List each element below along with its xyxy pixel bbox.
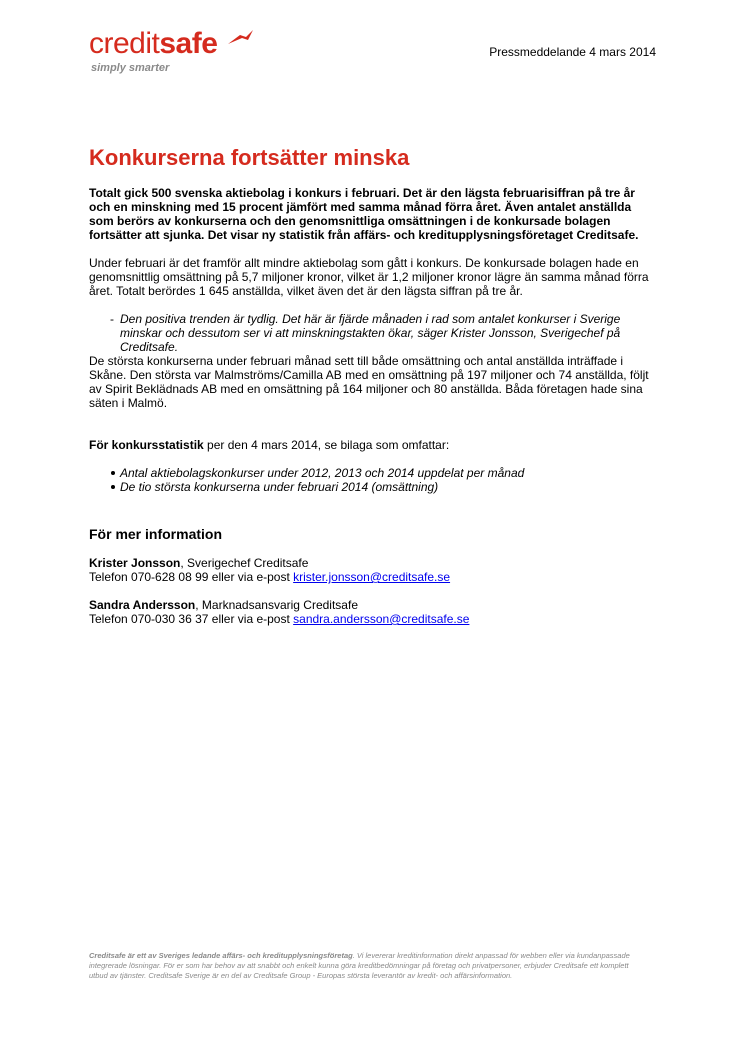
attachment-list	[89, 466, 659, 494]
list-item-text: De tio största konkurserna under februari 2014 (omsättning)	[120, 480, 439, 494]
press-release-date: Pressmeddelande 4 mars 2014	[489, 45, 656, 59]
contact-phone: Telefon 070-030 36 37 eller via e-post	[89, 612, 294, 626]
more-info-heading: För mer information	[89, 526, 223, 542]
contact-krister-jonsson	[89, 556, 659, 584]
body-paragraph-1: Under februari är det framför allt mindre aktiebolag som gått i konkurs. De konkursade bolagen hade en genomsnittlig omsättning på 5,7 miljoner kronor, vilket är 1,2 miljoner kronor lägre än samma månad förra året. Totalt berördes 1 645 anställda, vilket även det är den lägsta siffran på tre år.	[89, 256, 649, 298]
logo-wordmark	[89, 24, 217, 64]
list-item-text: Antal aktiebolagskonkurser under 2012, 2013 och 2014 uppdelat per månad	[120, 466, 525, 480]
logo-word-bold: safe	[159, 27, 218, 60]
contact-name: Sandra Andersson	[89, 598, 196, 612]
page-title: Konkurserna fortsätter minska	[89, 145, 410, 170]
logo-swoosh-icon	[226, 28, 254, 46]
body-paragraph-2: De största konkurserna under februari månad sett till både omsättning och antal anställda inträffade i Skåne. Den största var Malmströms/Camilla AB med en omsättning på 197 miljoner och 74 anställda, följt av Spirit Beklädnads AB med en omsättning på 164 miljoner och 80 anställda. Båda företagen hade sina säten i Malmö.	[89, 354, 649, 410]
footer-text: . Vi levererar kreditinformation direkt anpassad för webben eller via kundanpassade integrerade lösningar. För er som har behov av att snabbt och enkelt kunna göra kreditbedömningar på företag och privatpersoner, erbjuder Creditsafe ett komplett utbud av tjänster. Creditsafe Sverige är en del av Creditsafe Group - Europas största leverantör av kredit- och affärsinformation.	[89, 951, 630, 980]
statistics-intro	[89, 438, 659, 452]
quote-block	[89, 312, 659, 354]
contact-role: , Sverigechef Creditsafe	[180, 556, 309, 570]
contact-email-link[interactable]: krister.jonsson@creditsafe.se	[293, 570, 451, 584]
contact-role: , Marknadsansvarig Creditsafe	[195, 598, 358, 612]
creditsafe-logo	[89, 24, 269, 80]
quote-text: Den positiva trenden är tydlig. Det här är fjärde månaden i rad som antalet konkurser i Sverige minskar och dessutom ser vi att minskningstakten ökar, säger Krister Jonsson, Sverigechef på Creditsafe.	[120, 312, 621, 354]
logo-word-regular: credit	[89, 27, 160, 60]
article-body	[89, 186, 659, 640]
statistics-intro-bold: För konkursstatistik	[89, 438, 204, 452]
footer-bold-text: Creditsafe är ett av Sveriges ledande affärs- och kreditupplysningsföretag	[89, 951, 353, 960]
bullet-icon	[111, 485, 115, 489]
quote-dash: -	[110, 312, 114, 326]
lead-paragraph: Totalt gick 500 svenska aktiebolag i konkurs i februari. Det är den lägsta februarisiffran på tre år och en minskning med 15 procent jämfört med samma månad förra året. Även antalet anställda som berörs av konkurserna och den genomsnittliga omsättningen i de konkursade bolagen fortsätter att sjunka. Det visar ny statistik från affärs- och kreditupplysningsföretaget Creditsafe.	[89, 186, 639, 242]
list-item	[89, 480, 659, 494]
contact-email-link[interactable]: sandra.andersson@creditsafe.se	[293, 612, 470, 626]
statistics-intro-text: per den 4 mars 2014, se bilaga som omfattar:	[203, 438, 450, 452]
logo-tagline: simply smarter	[91, 62, 170, 74]
bullet-icon	[111, 471, 115, 475]
contact-phone: Telefon 070-628 08 99 eller via e-post	[89, 570, 294, 584]
company-footer	[89, 951, 649, 981]
contact-name: Krister Jonsson	[89, 556, 181, 570]
contact-sandra-andersson	[89, 598, 659, 626]
list-item	[89, 466, 659, 480]
